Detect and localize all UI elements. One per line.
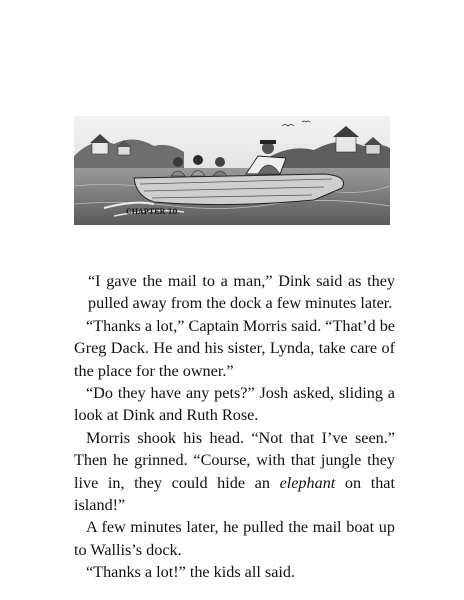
text-line: the place for the owner.” — [74, 361, 234, 380]
text-line: “Thanks a lot!” the kids all said. — [86, 563, 296, 582]
text-line: to Wallis’s dock. — [74, 540, 182, 559]
kid-head — [193, 155, 203, 165]
emphasized-word: elephant — [279, 473, 336, 492]
house-right-2 — [366, 144, 380, 154]
paragraph — [74, 382, 395, 427]
text-fragment: on that — [335, 473, 395, 492]
captain-hat — [260, 140, 276, 144]
text-line: pulled away from the dock a few minutes later. — [88, 294, 393, 313]
text-line: island!” — [74, 496, 126, 515]
paragraph — [74, 270, 395, 315]
text-line: A few minutes later, he pulled the mail boat up — [86, 518, 395, 537]
kid-head — [173, 157, 183, 167]
paragraph — [74, 427, 395, 517]
chapter-illustration — [74, 116, 390, 225]
paragraph — [74, 315, 395, 382]
text-line: Greg Dack. He and his sister, Lynda, take care of — [74, 339, 395, 358]
body-text — [74, 270, 395, 584]
text-line: “I gave the mail to a man,” Dink said as they — [88, 272, 395, 290]
text-line: “Do they have any pets?” Josh asked, sliding a — [86, 384, 395, 403]
text-line: “Thanks a lot,” Captain Morris said. “That’d be — [86, 316, 395, 335]
text-line: look at Dink and Ruth Rose. — [74, 406, 259, 425]
chapter-label: CHAPTER 10 — [126, 207, 178, 216]
text-fragment: live in, they could hide an — [74, 473, 280, 492]
paragraph — [74, 561, 395, 583]
kid-head — [215, 157, 225, 167]
boat-scene-illustration — [74, 116, 390, 225]
text-line-with-emphasis — [74, 472, 395, 494]
text-line: Morris shook his head. “Not that I’ve seen.” — [86, 428, 395, 447]
text-line: Then he grinned. “Course, with that jungle they — [74, 451, 395, 470]
house-right — [336, 136, 356, 152]
house-left — [92, 142, 108, 154]
paragraph — [74, 516, 395, 561]
house-left-2 — [118, 146, 130, 155]
